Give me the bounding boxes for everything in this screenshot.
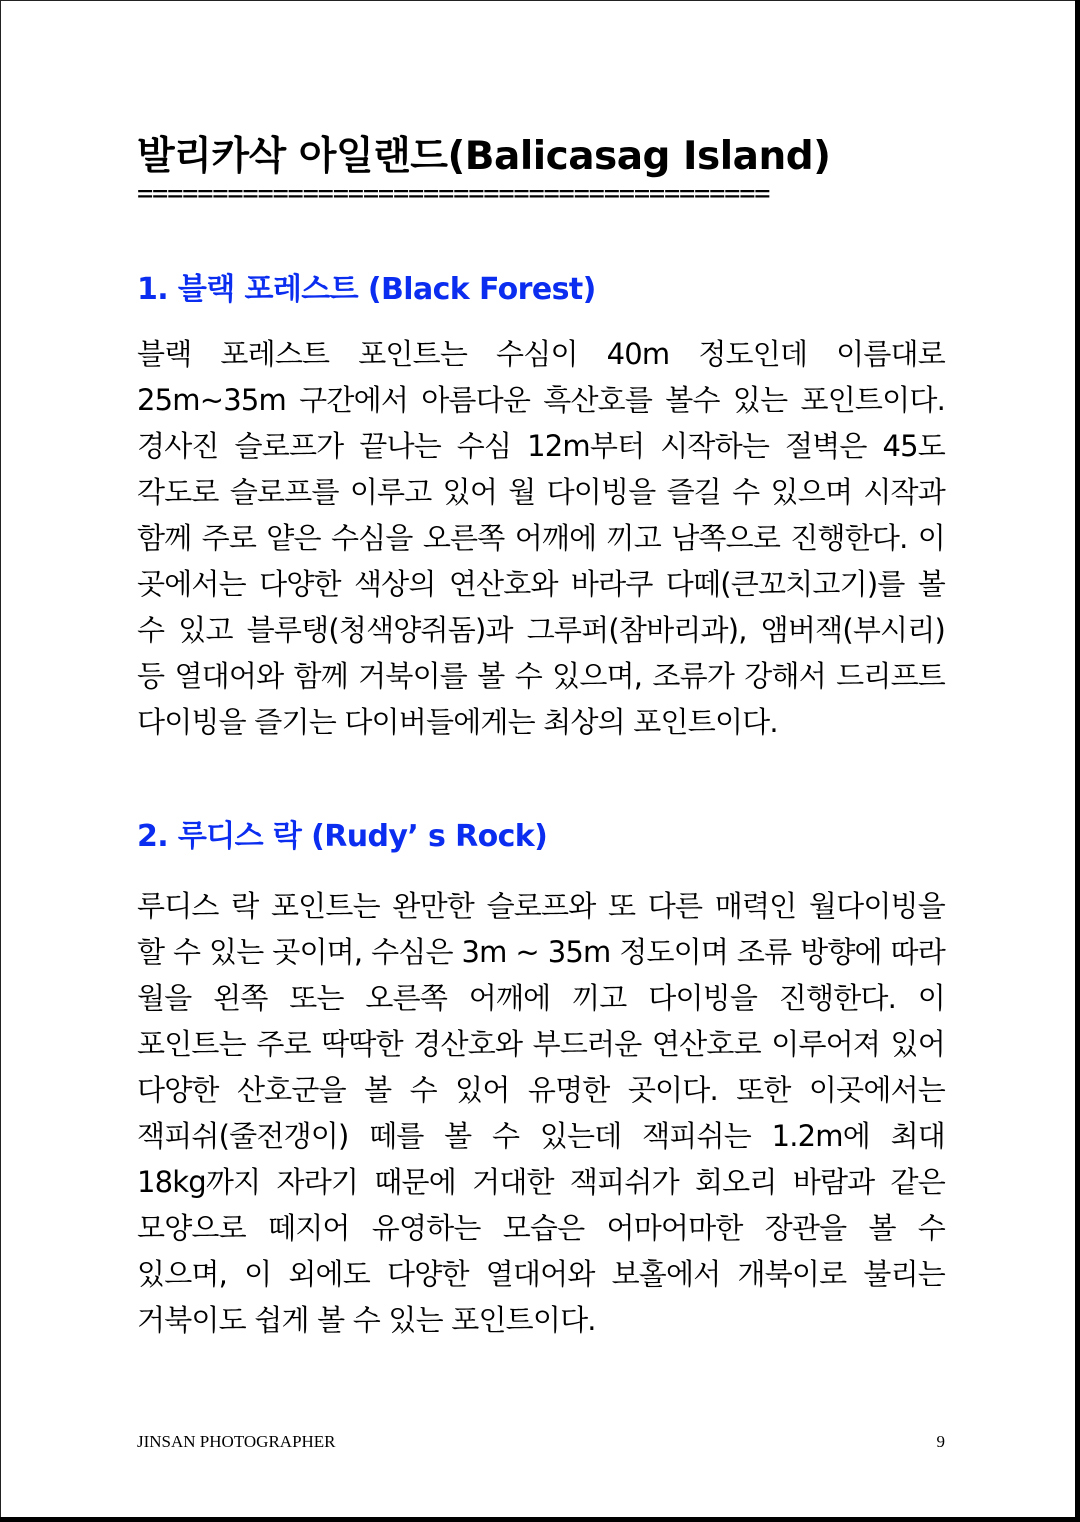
section-body-rudys-rock: 루디스 락 포인트는 완만한 슬로프와 또 다른 매력인 월다이빙을 할 수 있는 곳이며, 수심은 3m ~ 35m 정도이며 조류 방향에 따라 월을 왼쪽 또는 오른쪽 어깨에 끼고 다이빙을 진행한다. 이 포인트는 주로 딱딱한 경산호와 부드러운 연산호로 이루어져 있어 다양한 산호군을 볼 수 있어 유명한 곳이다. 또한 이곳에서는 잭피쉬(줄전갱이) 떼를 볼 수 있는데 잭피쉬는 1.2m에 최대 18kg까지 자라기 때문에 거대한 잭피쉬가 회오리 바람과 같은 모양으로 떼지어 유영하는 모습은 어마어마한 장관을 볼 수 있으며, 이 외에도 다양한 열대어와 보홀에서 개북이로 불리는 거북이도 쉽게 볼 수 있는 포인트이다. xyxy=(137,889,945,1337)
section-body-black-forest: 블랙 포레스트 포인트는 수심이 40m 정도인데 이름대로 25m~35m 구간에서 아름다운 흑산호를 볼수 있는 포인트이다. 경사진 슬로프가 끝나는 수심 12m부터 시작하는 절벽은 45도 각도로 슬로프를 이루고 있어 월 다이빙을 즐길 수 있으며 시작과 함께 주로 얕은 수심을 오른쪽 어깨에 끼고 남쪽으로 진행한다. 이 곳에서는 다양한 색상의 연산호와 바라쿠 다떼(큰꼬치고기)를 볼 수 있고 블루탱(청색양쥐돔)과 그루퍼(참바리과), 앰버잭(부시리) 등 열대어와 함께 거북이를 볼 수 있으며, 조류가 강해서 드리프트 다이빙을 즐기는 다이버들에게는 최상의 포인트이다. xyxy=(137,337,945,739)
title-underline-rule: ========================================== xyxy=(137,178,770,209)
section-heading-rudys-rock: 2. 루디스 락 (Rudy’ s Rock) xyxy=(137,819,548,854)
footer-publisher: JINSAN PHOTOGRAPHER xyxy=(137,1432,336,1451)
footer-page-number: 9 xyxy=(936,1432,945,1451)
section-heading-black-forest: 1. 블랙 포레스트 (Black Forest) xyxy=(137,272,596,307)
page-title: 발리카삭 아일랜드(Balicasag Island) xyxy=(137,134,831,179)
